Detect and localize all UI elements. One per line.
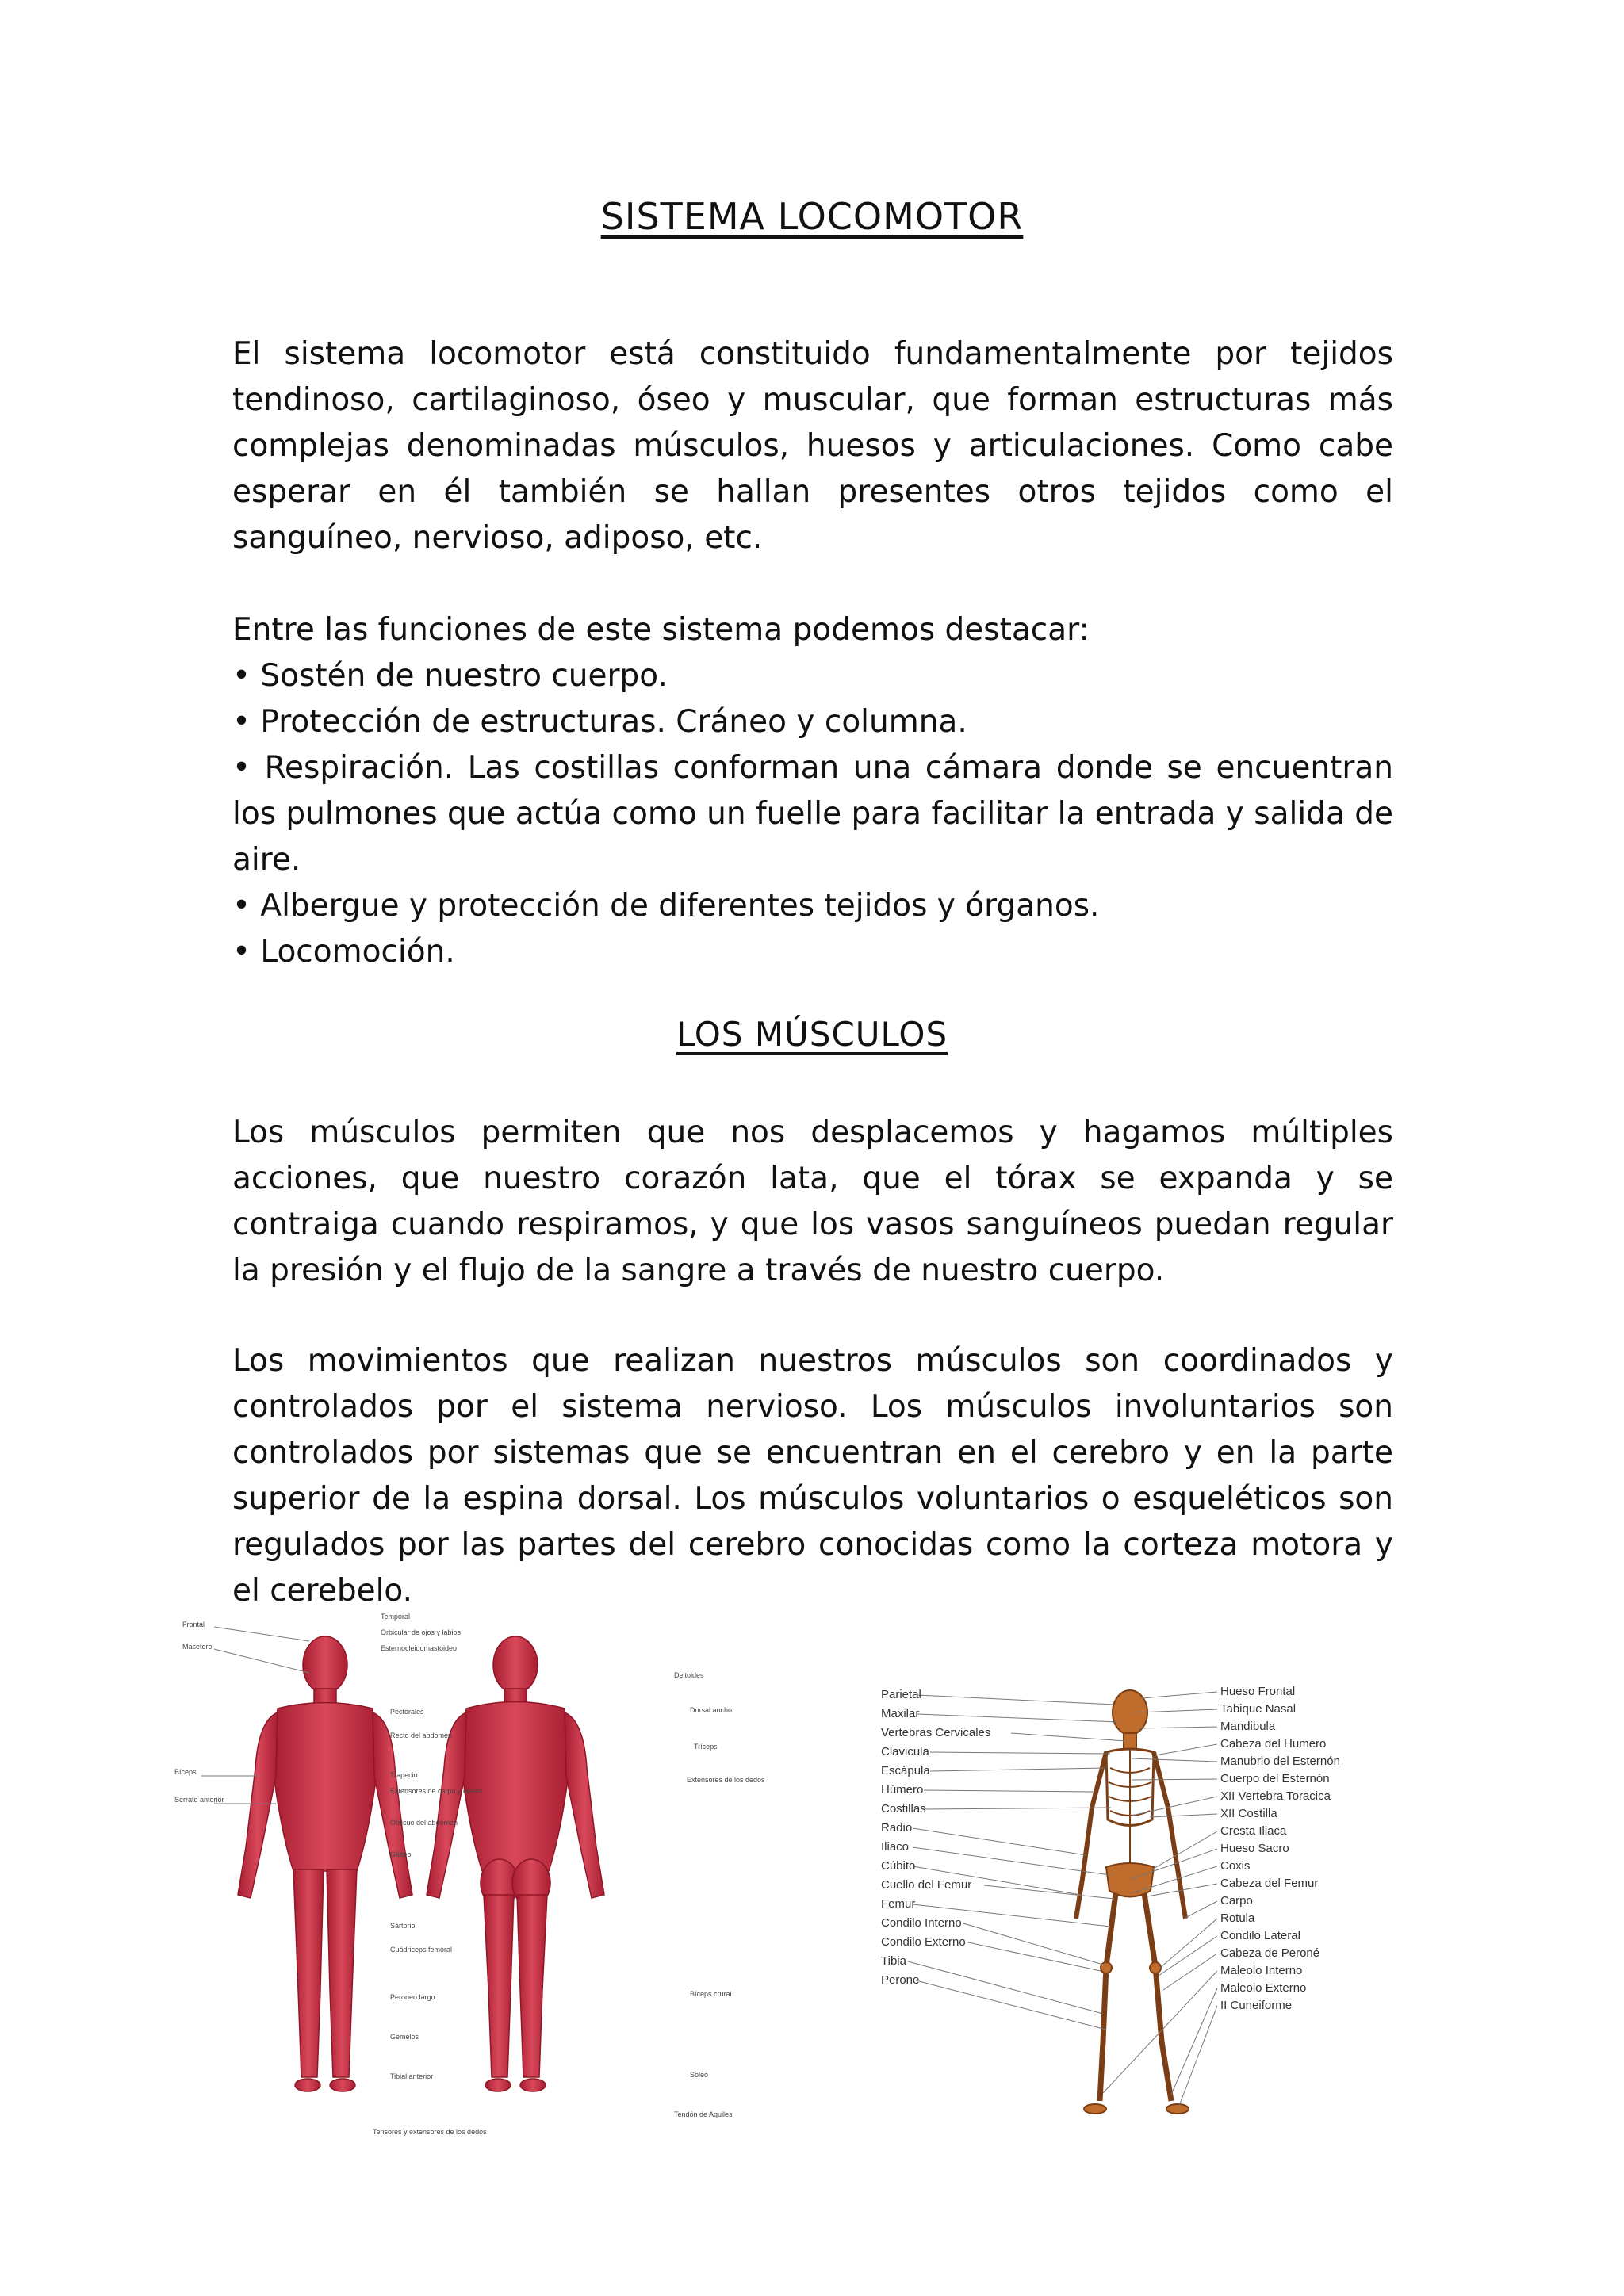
figure-label: Maleolo Interno — [1220, 1964, 1303, 1977]
intro-paragraph: El sistema locomotor está constituido fundamentalmente por tejidos tendinoso, cartilaginoso, óseo y muscular, que forman estructuras más complejas denominadas músculos, huesos y articulaciones. Como cabe esperar en él también se hallan presentes otros tejidos como el sanguíneo, nervioso, adiposo, etc. — [232, 336, 1393, 556]
skeleton-figure — [868, 1681, 1415, 2125]
figure-label: Hueso Frontal — [1220, 1685, 1296, 1698]
skeleton-label: Radio — [881, 1821, 913, 1835]
function-item: • Sostén de nuestro cuerpo. — [232, 653, 1393, 699]
skeleton-label: Femur — [881, 1897, 916, 1911]
figure-label: Bíceps crural — [690, 1990, 732, 1998]
skeleton-label: Perone — [881, 1973, 920, 1987]
page-title: SISTEMA LOCOMOTOR — [600, 195, 1024, 238]
skeleton-label: Escápula — [881, 1764, 930, 1777]
muscles-paragraph-2: Los movimientos que realizan nuestros músculos son coordinados y controlados por el sistema nervioso. Los músculos involuntarios son controlados por sistemas que se encuentran en el cerebro y en la parte superior de la espina dorsal. Los músculos voluntarios o esqueléticos son regulados por las partes del cerebro conocidas como la corteza motora y el cerebelo. — [232, 1343, 1393, 1609]
figure-label: Pectorales — [390, 1708, 424, 1716]
functions-intro: Entre las funciones de este sistema podemos destacar: — [232, 612, 1090, 648]
skeleton-label: Cúbito — [881, 1859, 916, 1873]
skeleton-label: Vertebras Cervicales — [881, 1726, 991, 1739]
figure-label: Gemelos — [390, 2033, 419, 2041]
figure-label: XII Costilla — [1220, 1807, 1277, 1820]
figure-label: Manubrio del Esternón — [1220, 1755, 1340, 1768]
skeleton-label: Condilo Interno — [881, 1916, 962, 1930]
functions-section — [232, 607, 1393, 975]
figure-label: Esternocleidomastoideo — [381, 1644, 458, 1652]
skeleton-label: Maxilar — [881, 1707, 920, 1720]
figure-label: Cresta Iliaca — [1220, 1824, 1287, 1838]
figure-label: II Cuneiforme — [1220, 1999, 1293, 2012]
figure-label: Carpo — [1220, 1894, 1253, 1908]
figure-label: Temporal — [381, 1613, 411, 1621]
figure-label: Tibial anterior — [390, 2072, 434, 2080]
skeleton-label: Húmero — [881, 1783, 924, 1797]
figure-label: Extensores de carpo y dedos — [390, 1787, 483, 1795]
figure-label: Peroneo largo — [390, 1993, 435, 2001]
section-title-muscles: LOS MÚSCULOS — [676, 1015, 948, 1054]
figure-label: Cuádriceps femoral — [390, 1946, 453, 1954]
figure-label: Extensores de los dedos — [687, 1776, 765, 1784]
muscle-label: Frontal — [182, 1621, 205, 1628]
muscle-labels-right — [674, 1671, 765, 2118]
figure-label: Cuerpo del Esternón — [1220, 1772, 1330, 1785]
figure-label: Soleo — [690, 2071, 709, 2079]
figure-label: Oblicuo del abdomen — [390, 1819, 458, 1827]
function-item: • Respiración. Las costillas conforman una cámara donde se encuentran los pulmones que actúa como un fuelle para facilitar la entrada y salida de aire. — [232, 745, 1393, 883]
function-item: • Albergue y protección de diferentes tejidos y órganos. — [232, 883, 1393, 929]
figure-label: Recto del abdomen — [390, 1732, 453, 1739]
figure-label: Coxis — [1220, 1859, 1251, 1873]
muscle-body-back — [427, 1636, 604, 2091]
figure-label: Cabeza del Humero — [1220, 1737, 1327, 1751]
skeleton-label: Cuello del Femur — [881, 1878, 972, 1892]
skeleton-label: Parietal — [881, 1688, 921, 1701]
figure-label: Rotula — [1220, 1911, 1255, 1925]
muscle-label: Masetero — [182, 1643, 213, 1651]
muscles-paragraph-1: Los músculos permiten que nos desplacemos y hagamos múltiples acciones, que nuestro corazón lata, que el tórax se expanda y se contraiga cuando respiramos, y que los vasos sanguíneos puedan regular la presión y el flujo de la sangre a través de nuestro cuerpo. — [232, 1115, 1393, 1288]
figure-label: Condilo Lateral — [1220, 1929, 1300, 1942]
skeleton-label: Clavicula — [881, 1745, 929, 1758]
figure-label: Tríceps — [694, 1743, 718, 1751]
figure-label: Tabique Nasal — [1220, 1702, 1297, 1716]
skeleton-label: Condilo Externo — [881, 1935, 966, 1949]
skeleton-labels-left — [881, 1688, 1126, 2030]
skeleton-label: Costillas — [881, 1802, 926, 1816]
figure-label: XII Vertebra Toracica — [1220, 1789, 1331, 1803]
muscular-system-figure — [174, 1609, 765, 2164]
figure-label: Glúteo — [390, 1850, 412, 1858]
figure-label: Hueso Sacro — [1220, 1842, 1289, 1855]
muscle-body-front — [238, 1636, 412, 2091]
muscle-label: Bíceps — [174, 1768, 197, 1776]
function-item: • Locomoción. — [232, 929, 1393, 975]
figure-label: Mandibula — [1220, 1720, 1276, 1733]
figure-label: Tendón de Aquiles — [674, 2110, 733, 2118]
figure-label: Dorsal ancho — [690, 1706, 733, 1714]
figure-label: Maleolo Externo — [1220, 1981, 1307, 1995]
figure-label: Tensores y extensores de los dedos — [373, 2128, 487, 2136]
skeleton-label: Tibia — [881, 1954, 906, 1968]
figure-label: Trapecio — [390, 1771, 418, 1779]
figure-label: Deltoides — [674, 1671, 704, 1679]
figure-label: Orbicular de ojos y labios — [381, 1628, 462, 1636]
muscle-label: Serrato anterior — [174, 1796, 224, 1804]
functions-list — [232, 653, 1393, 975]
figure-label: Sartorio — [390, 1922, 416, 1930]
skeleton-label: Iliaco — [881, 1840, 910, 1854]
figure-label: Cabeza de Peroné — [1220, 1946, 1320, 1960]
figure-label: Cabeza del Femur — [1220, 1877, 1319, 1890]
function-item: • Protección de estructuras. Cráneo y columna. — [232, 699, 1393, 745]
